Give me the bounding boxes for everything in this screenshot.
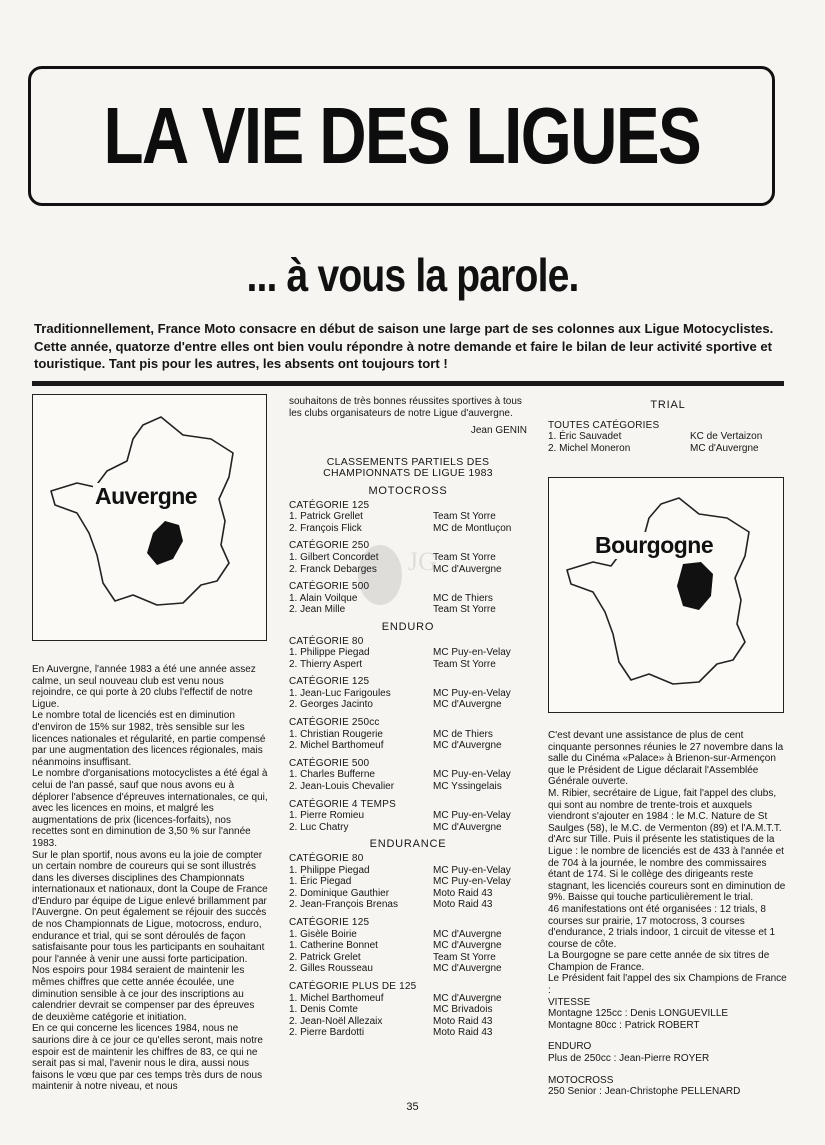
signature: Jean GENIN — [470, 425, 527, 437]
rider-name: 2. Georges Jacinto — [289, 699, 373, 711]
champion-discipline: ENDURO — [548, 1041, 592, 1053]
club-name: MC d'Auvergne — [433, 563, 502, 575]
auvergne-map — [32, 394, 267, 641]
france-map-icon — [33, 395, 265, 639]
club-name: Moto Raid 43 — [433, 887, 493, 899]
club-name: MC d'Auvergne — [433, 963, 502, 975]
rider-name: 1. Jean-Luc Farigoules — [289, 687, 391, 699]
result-row — [289, 810, 527, 822]
section-title: ENDURO — [381, 620, 435, 633]
rider-name: 2. François Flick — [289, 522, 362, 534]
rider-name: 1. Philippe Piegad — [289, 864, 370, 876]
result-row — [289, 865, 527, 877]
paragraph: C'est devant une assistance de plus de cent cinquante personnes réunies le 27 novembre dans la salle du Cinéma «Palace» à Brienon-sur-Armençon que le Président de Ligue déclarait l'Assemblée Générale ouverte. — [548, 730, 784, 788]
result-row — [289, 781, 527, 793]
divider — [32, 381, 784, 386]
auvergne-map-label: Auvergne — [95, 483, 198, 509]
rider-name: 2. Jean Mille — [289, 604, 346, 616]
page-number: 35 — [406, 1101, 419, 1113]
result-row — [548, 431, 788, 443]
rider-name: 2. Pierre Bardotti — [289, 1027, 365, 1039]
result-row — [289, 523, 527, 535]
rider-name: 2. Thierry Aspert — [289, 658, 363, 670]
result-row — [289, 647, 527, 659]
rider-name: 2. Dominique Gauthier — [289, 887, 390, 899]
rider-name: 2. Michel Moneron — [548, 442, 631, 454]
club-name: Team St Yorre — [433, 658, 496, 670]
category-title: CATÉGORIE 125 — [289, 916, 370, 928]
result-row — [289, 659, 527, 671]
continuation-text: souhaitons de très bonnes réussites sportives à tous les clubs organisateurs de notre Ligue d'auvergne. — [289, 396, 522, 419]
result-row — [289, 899, 527, 911]
club-name: MC d'Auvergne — [433, 821, 502, 833]
rider-name: 1. Michel Barthomeuf — [289, 992, 384, 1004]
club-name: Team St Yorre — [433, 951, 496, 963]
rider-name: 1. Catherine Bonnet — [289, 940, 378, 952]
result-row — [289, 552, 527, 564]
category-title: CATÉGORIE PLUS DE 125 — [289, 980, 417, 992]
bourgogne-map-label: Bourgogne — [595, 532, 714, 558]
paragraph: En ce qui concerne les licences 1984, nous ne saurions dire à ce jour ce qu'elles seront, mais notre espoir est de maintenir les chiffres de 83, ce qui ne serait pas si mal, l'avenir nous le dira, aussi nous faisons le vœu que par ces temps très durs de nous maintenir à notre niveau, et nous — [32, 1023, 263, 1093]
champion-line: 250 Senior : Jean-Christophe PELLENARD — [548, 1086, 741, 1098]
right-article — [548, 730, 788, 1098]
trial-category: TOUTES CATÉGORIES — [548, 419, 660, 431]
club-name: MC Puy-en-Velay — [433, 810, 511, 822]
result-row — [289, 729, 527, 741]
intro-paragraph: Traditionnellement, France Moto consacre en début de saison une large part de ses colonnes aux Ligue Motocyclistes. Cette année, quatorze d'entre elles ont bien voulu répondre à notre demande et faire le bilan de leur activité sportive et touristique. Tant pis pour les autres, les absents ont toujours tort ! — [34, 321, 774, 371]
result-row — [548, 443, 788, 455]
result-row — [289, 604, 527, 616]
club-name: MC d'Auvergne — [433, 740, 502, 752]
rider-name: 2. Michel Barthomeuf — [289, 740, 384, 752]
paragraph: Le Président fait l'appel des six Champions de France : — [548, 973, 787, 997]
club-name: MC Yssingelais — [433, 781, 502, 793]
france-map-icon — [549, 478, 782, 711]
left-article — [32, 664, 268, 1093]
club-name: MC de Montluçon — [433, 522, 512, 534]
champion-discipline: MOTOCROSS — [548, 1074, 614, 1086]
result-row — [289, 699, 527, 711]
club-name: Team St Yorre — [433, 604, 496, 616]
category-title: CATÉGORIE 125 — [289, 499, 370, 511]
category-title: CATÉGORIE 250 — [289, 540, 370, 552]
category-title: CATÉGORIE 500 — [289, 757, 370, 769]
result-row — [289, 564, 527, 576]
result-row — [289, 1016, 527, 1028]
club-name: Moto Raid 43 — [433, 1015, 493, 1027]
trial-title: TRIAL — [650, 399, 686, 411]
rider-name: 1. Pierre Romieu — [289, 810, 365, 822]
club-name: MC d'Auvergne — [433, 928, 502, 940]
result-row — [289, 929, 527, 941]
club-name: MC Puy-en-Velay — [433, 769, 511, 781]
rider-name: 1. Gilbert Concordet — [289, 551, 379, 563]
club-name: Moto Raid 43 — [433, 899, 493, 911]
result-row — [289, 963, 527, 975]
result-row — [289, 593, 527, 605]
champion-line: Montagne 80cc : Patrick ROBERT — [548, 1019, 700, 1031]
result-row — [289, 993, 527, 1005]
rider-name: 1. Denis Comte — [289, 1004, 358, 1016]
rider-name: 2. Gilles Rousseau — [289, 963, 373, 975]
rider-name: 2. Jean-Louis Chevalier — [289, 781, 395, 793]
result-row — [289, 888, 527, 900]
rider-name: 1. Charles Bufferne — [289, 769, 375, 781]
rider-name: 1. Gisèle Boirie — [289, 928, 357, 940]
category-title: CATÉGORIE 80 — [289, 853, 364, 864]
rider-name: 1. Patrick Grellet — [289, 511, 363, 523]
club-name: MC de Thiers — [433, 592, 493, 604]
result-row — [289, 952, 527, 964]
paragraph: Nos espoirs pour 1984 seraient de maintenir les mêmes chiffres que cette année écoulée, une diminution sensible à ce jour des inscriptions au calendrier devrait se compenser par des épreuves de deuxième catégorie et initiation. — [32, 965, 255, 1023]
page-title: LA VIE DES LIGUES — [103, 91, 700, 180]
result-row — [289, 740, 527, 752]
category-title: CATÉGORIE 500 — [289, 581, 370, 593]
rider-name: 1. Éric Piegad — [289, 876, 352, 888]
rider-name: 2. Patrick Grelet — [289, 951, 361, 963]
result-row — [289, 822, 527, 834]
category-title: CATÉGORIE 250cc — [289, 717, 380, 729]
result-row — [289, 1004, 527, 1016]
category-title: CATÉGORIE 125 — [289, 676, 370, 688]
subtitle: ... à vous la parole. — [246, 249, 579, 301]
champion-line: Plus de 250cc : Jean-Pierre ROYER — [548, 1053, 710, 1065]
results-sections — [289, 486, 527, 1039]
rider-name: 2. Jean-François Brenas — [289, 899, 398, 911]
club-name: MC Puy-en-Velay — [433, 864, 511, 876]
rider-name: 1. Alain Voilque — [289, 592, 358, 604]
section-title: MOTOCROSS — [368, 484, 448, 497]
paragraph: Sur le plan sportif, nous avons eu la joie de compter un certain nombre de coureurs qui se sont illustrés dans les diverses disciplines des Championnats internationaux et nationaux, dont la Coupe de France d'Enduro par équipe de Ligue enlevé brillamment par l'Auvergne. On peut également se réjouir des succès de nos Championnats de Ligue, motocross, enduro, endurance et trial, qui se sont déroulés de façon satisfaisante pour tous les participants en souhaitant pour l'année à venir une aussi forte participation. — [32, 849, 268, 965]
club-name: MC d'Auvergne — [433, 992, 502, 1004]
club-name: MC d'Auvergne — [433, 699, 502, 711]
paragraph: Le nombre d'organisations motocyclistes a été égal à celui de l'an passé, sauf que nous avons eu à déplorer l'absence d'épreuves internationales, ce qui, avec les licences en moins, et malgré les augmentations de prix (licences-forfaits), nos recettes sont en diminution de 3,50 % sur l'année 1983. — [32, 768, 268, 849]
champion-discipline: VITESSE — [548, 996, 591, 1008]
club-name: MC Brivadois — [433, 1004, 493, 1016]
paragraph: La Bourgogne se pare cette année de six titres de Champion de France. — [548, 950, 770, 973]
club-name: MC de Thiers — [433, 728, 493, 740]
trial-results — [548, 431, 788, 454]
classements-title-1: CLASSEMENTS PARTIELS DES — [326, 455, 490, 468]
club-name: MC Puy-en-Velay — [433, 687, 511, 699]
rider-name: 2. Jean-Noël Allezaix — [289, 1015, 383, 1027]
rider-name: 1. Philippe Piegad — [289, 647, 370, 659]
paragraph: 46 manifestations ont été organisées : 12 trials, 8 courses sur prairie, 17 motocross, 3 courses d'endurance, 2 trials indoor, 1 circuit de vitesse et 1 course de côte. — [548, 903, 776, 950]
category-title: CATÉGORIE 4 TEMPS — [289, 798, 396, 810]
rider-name: 1. Christian Rougerie — [289, 728, 383, 740]
classements-title-2: CHAMPIONNATS DE LIGUE 1983 — [323, 467, 493, 480]
club-name: MC Puy-en-Velay — [433, 647, 511, 659]
club-name: MC d'Auvergne — [433, 940, 502, 952]
trial-block — [548, 400, 788, 454]
bourgogne-map — [548, 477, 784, 713]
rider-name: 2. Franck Debarges — [289, 563, 377, 575]
paragraph: Le nombre total de licenciés est en diminution d'environ de 15% sur 1982, très sensible sur les licences nationales et régularité, en partie compensé par une augmentation des licences régionales, mais néanmoins insuffisant. — [32, 710, 266, 768]
result-row — [289, 876, 527, 888]
result-row — [289, 688, 527, 700]
paragraph: M. Ribier, secrétaire de Ligue, fait l'appel des clubs, qui sont au nombre de trente-trois et auxquels viendront s'ajouter en 1984 : le M.C. Nature de St Saulges (58), le M.C. de Vermenton (89) et l'A.M.T.T. d'Arc sur Tille. Puis il présente les statistiques de la Ligue : le nombre de licenciés est de 433 à l'année et de 704 à la journée, le nombre des commissaires étant de 174. Si le collège des dirigeants reste stagnant, les licenciés coureurs sont en diminution de 9%. Baisse qui touche particulièrement le trial. — [548, 787, 786, 904]
result-row — [289, 511, 527, 523]
paragraph: En Auvergne, l'année 1983 a été une année assez calme, un seul nouveau club est venu nous rejoindre, ce qui porte à 20 clubs l'effectif de notre Ligue. — [32, 664, 256, 710]
champions-list — [548, 997, 788, 1098]
rider-name: 2. Luc Chatry — [289, 821, 349, 833]
club-name: MC d'Auvergne — [690, 442, 759, 454]
section-title: ENDURANCE — [369, 838, 447, 851]
title-box — [28, 66, 775, 206]
club-name: KC de Vertaizon — [690, 431, 763, 443]
champion-line: Montagne 125cc : Denis LONGUEVILLE — [548, 1008, 729, 1020]
rider-name: 1. Éric Sauvadet — [548, 431, 622, 443]
category-title: CATÉGORIE 80 — [289, 635, 364, 647]
club-name: Team St Yorre — [433, 511, 496, 523]
result-row — [289, 769, 527, 781]
svg-text:JG: JG — [408, 547, 437, 576]
middle-column — [289, 396, 527, 1039]
result-row — [289, 940, 527, 952]
club-name: MC Puy-en-Velay — [433, 876, 511, 888]
result-row — [289, 1027, 527, 1039]
club-name: Moto Raid 43 — [433, 1027, 493, 1039]
club-name: Team St Yorre — [433, 551, 496, 563]
